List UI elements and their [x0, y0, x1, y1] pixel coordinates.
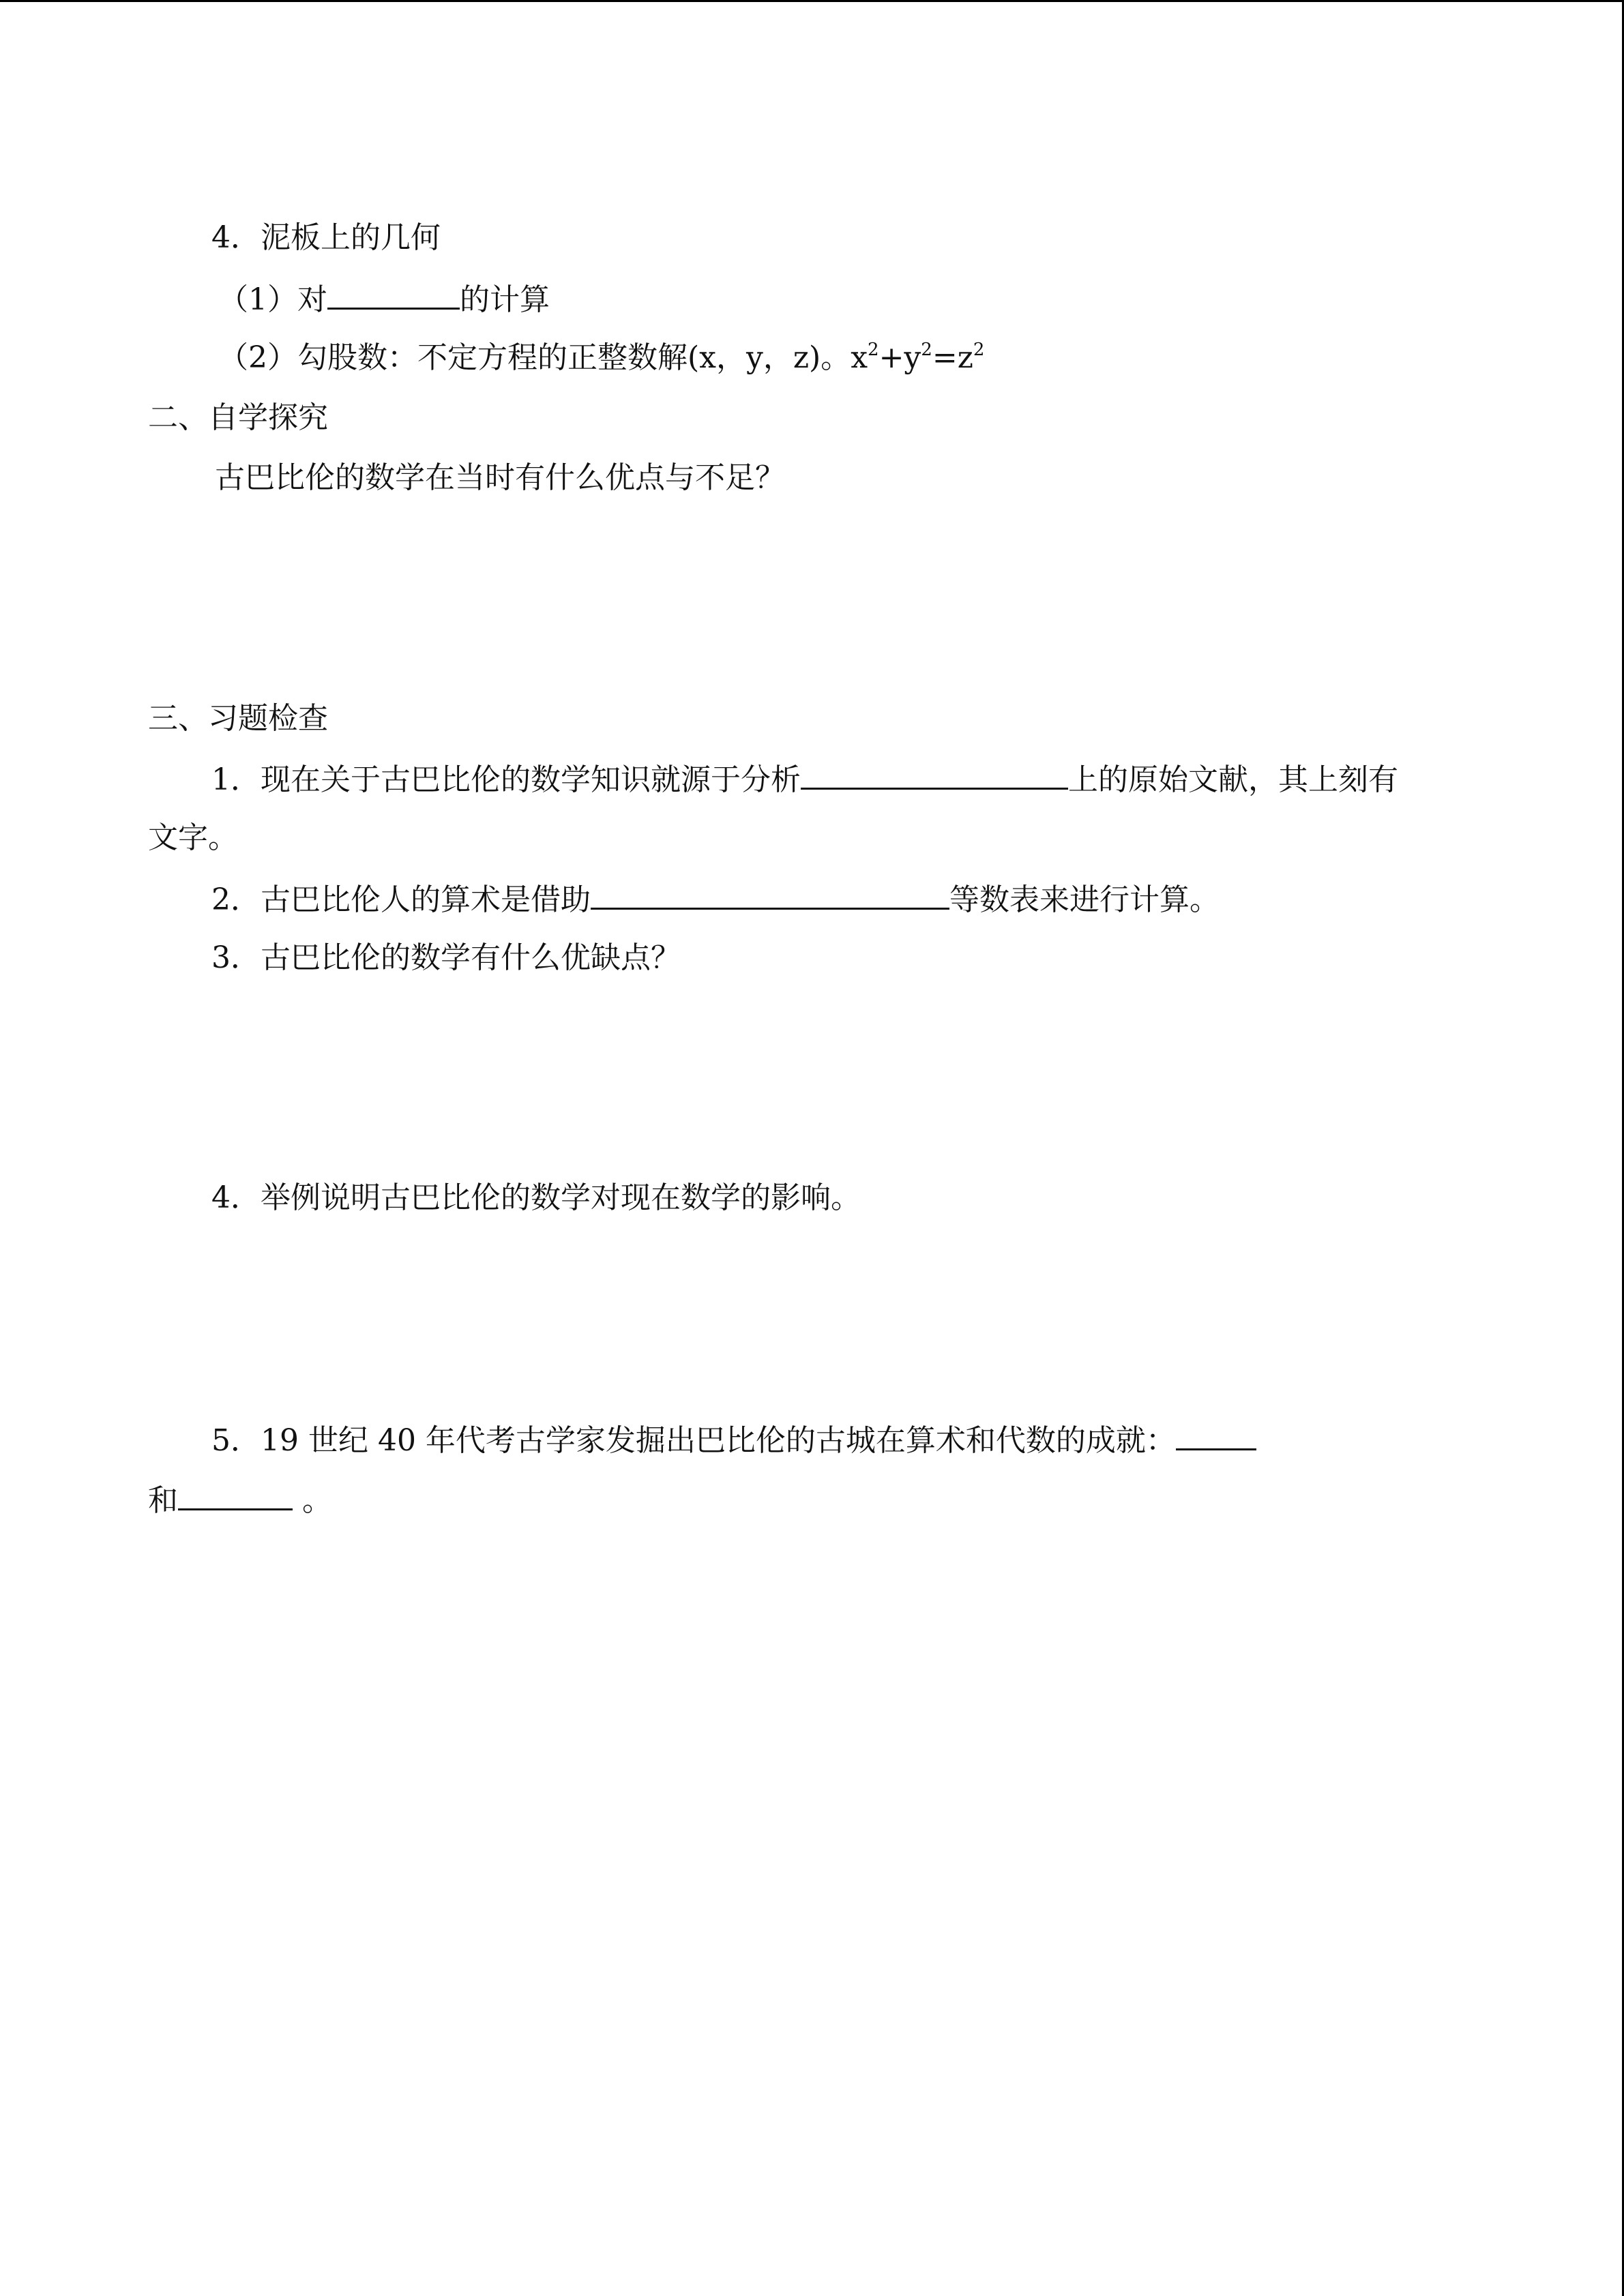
- exercise-5-continuation: 和 。: [148, 1478, 332, 1521]
- exercise-3: 3．古巴比伦的数学有什么优缺点？: [211, 940, 681, 975]
- answer-blank[interactable]: [801, 758, 1068, 790]
- exercise-2-line: 2．古巴比伦人的算术是借助 等数表来进行计算。: [211, 878, 1220, 921]
- exercise-4: 4．举例说明古巴比伦的数学对现在数学的影响。: [211, 1180, 861, 1215]
- answer-blank[interactable]: [178, 1478, 293, 1510]
- pythagorean-formula: $x^2+y^2=z^2$: [851, 340, 985, 375]
- answer-blank[interactable]: [591, 878, 949, 910]
- item4-title: 4．泥板上的几何: [211, 220, 441, 255]
- answer-blank[interactable]: [1176, 1418, 1256, 1450]
- question-2-line: [218, 338, 984, 378]
- section-3-heading: 三、习题检查: [148, 701, 328, 736]
- answer-blank[interactable]: [327, 278, 460, 310]
- exercise-1-line: 1．现在关于古巴比伦的数学知识就源于分析 上的原始文献，其上刻有: [211, 758, 1398, 801]
- section-2-heading: 二、自学探究: [148, 400, 328, 435]
- question-1-suffix: 的计算: [460, 282, 550, 317]
- exercise-5-line: 5．19 世纪 40 年代考古学家发掘出巴比伦的古城在算术和代数的成就：: [211, 1418, 1256, 1461]
- question-1-line: [218, 278, 550, 320]
- section-2-question: 古巴比伦的数学在当时有什么优点与不足？: [215, 460, 785, 495]
- question-2-text: （2）勾股数：不定方程的正整数解(x，y，z)。: [218, 340, 851, 375]
- question-1-prefix: （1）对: [218, 282, 327, 317]
- exercise-1-continuation: 文字。: [148, 820, 238, 855]
